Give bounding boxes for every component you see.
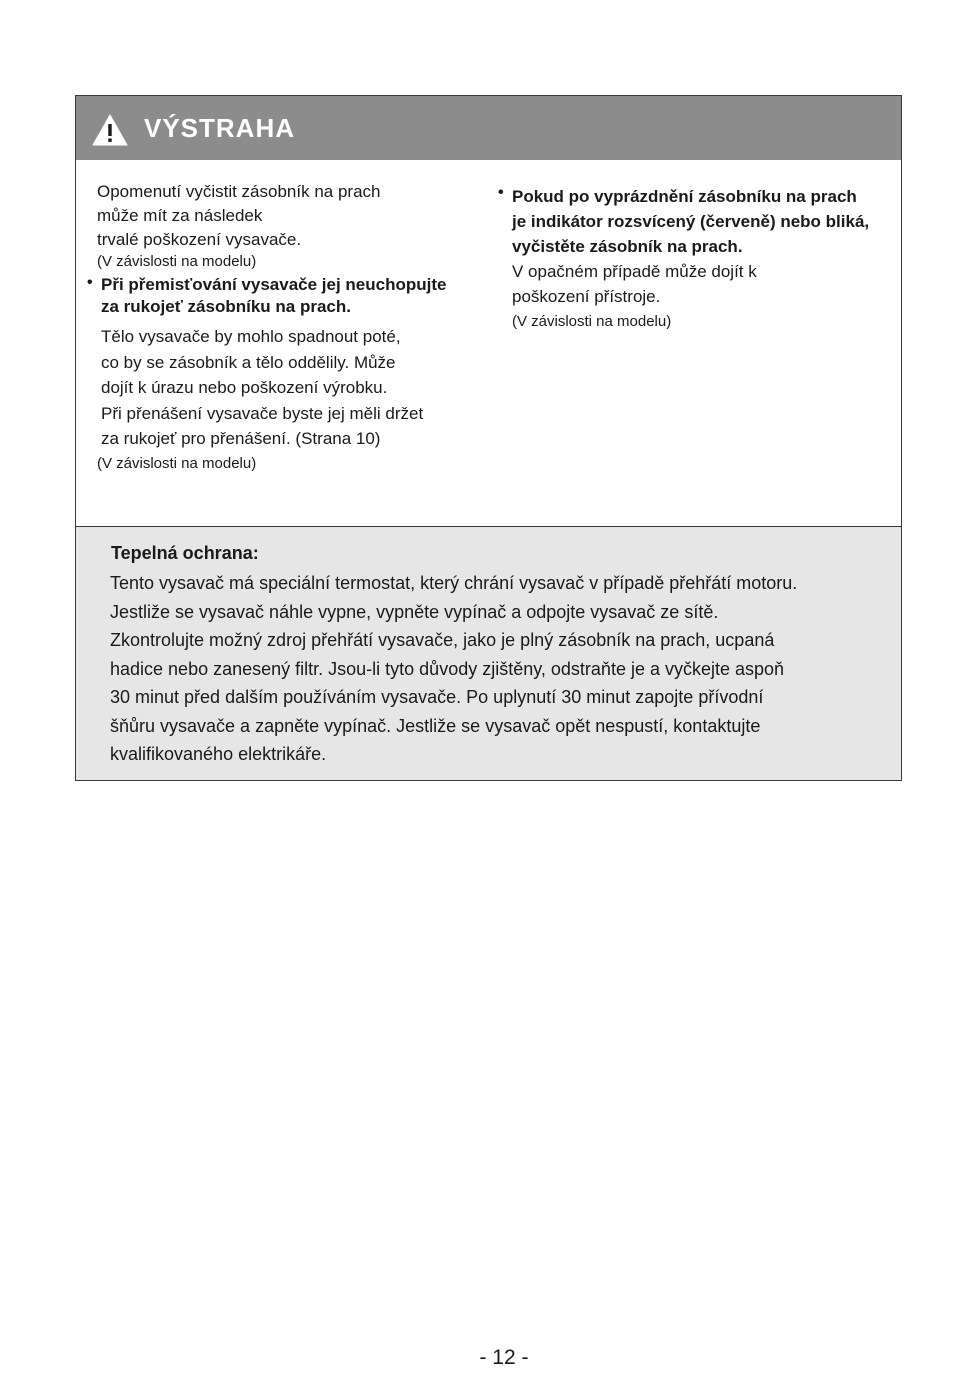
left-intro: Opomenutí vyčistit zásobník na prach může mít za následek trvalé poškození vysavače. bbox=[97, 182, 381, 249]
left-bullet bbox=[85, 274, 465, 474]
bullet-marker: • bbox=[498, 184, 504, 201]
thermal-protection-panel bbox=[76, 526, 901, 780]
warning-title: VÝSTRAHA bbox=[144, 113, 296, 143]
right-bullet bbox=[496, 184, 886, 332]
warning-header bbox=[76, 96, 901, 160]
warning-box bbox=[75, 95, 902, 781]
left-bullet-note: (V závislosti na modelu) bbox=[97, 454, 257, 472]
right-bullet-note: (V závislosti na modelu) bbox=[512, 313, 672, 330]
thermal-body: Tento vysavač má speciální termostat, který chrání vysavač v případě přehřátí motoru. Jestliže se vysavač náhle vypne, vypněte vypínač a odpojte vysavač ze sítě. Zkontrolujte možný zdroj přehřátí vysavače, jako je plný zásobník na prach, ucpaná hadice nebo zanesený filtr. Jsou-li tyto důvody zjištěny, odstraňte je a vyčkejte aspoň 30 minut před dalším používáním vysavače. Po uplynutí 30 minut zapojte přívodní šňůru vysavače a zapněte vypínač. Jestliže se vysavač opět nespustí, kontaktujte kvalifikovaného elektrikáře. bbox=[110, 573, 798, 764]
bullet-marker: • bbox=[87, 274, 93, 291]
right-column bbox=[496, 184, 886, 332]
left-bullet-body: Tělo vysavače by mohlo spadnout poté, co by se zásobník a tělo oddělily. Může dojít k úrazu nebo poškození výrobku. Při přenášení vysavače byste jej měli držet za rukojeť pro přenášení. (Strana 10) bbox=[101, 327, 424, 448]
left-column bbox=[85, 180, 465, 474]
left-intro-note: (V závislosti na modelu) bbox=[97, 253, 257, 270]
page-number: - 12 - bbox=[479, 1346, 529, 1369]
thermal-heading: Tepelná ochrana: bbox=[111, 543, 259, 563]
warning-triangle-icon bbox=[92, 114, 128, 146]
right-bullet-body: V opačném případě může dojít k poškození přístroje. bbox=[512, 262, 757, 306]
right-bullet-heading: Pokud po vyprázdnění zásobníku na prach je indikátor rozsvícený (červeně) nebo bliká, vyčistěte zásobník na prach. bbox=[512, 187, 870, 256]
left-bullet-heading: Při přemisťování vysavače jej neuchopujte za rukojeť zásobníku na prach. bbox=[101, 275, 447, 316]
